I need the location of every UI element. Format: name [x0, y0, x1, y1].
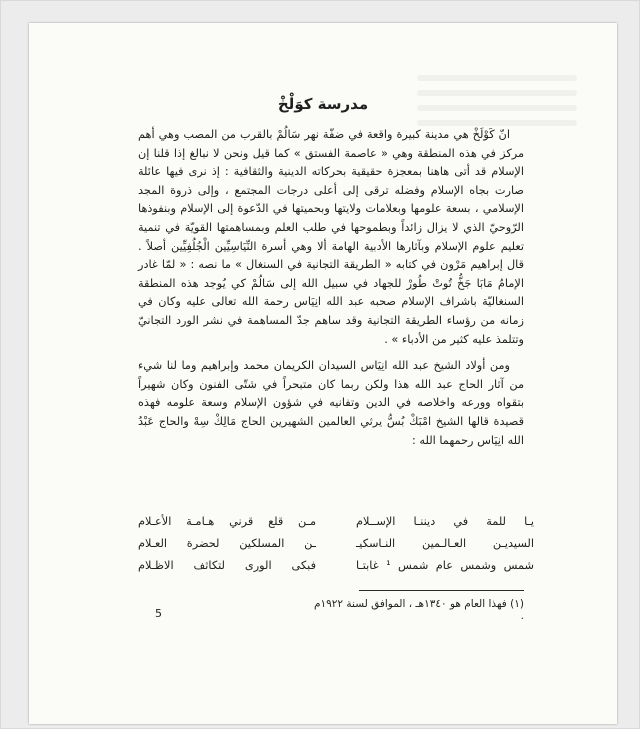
poem-verse-1 — [138, 511, 534, 533]
verse-3-first-hemistich: شمس وشمس عام شمس ¹ غابتـا — [356, 559, 534, 572]
paragraph-1: انّ كَوْلَخْ هي مدينة كبيرة واقعة في ضفّة نهر سَالُمْ بالقرب من المصب وهي أهم مركز في هذه المنطقة وهي « عاصمة الفستق » كما قيل ونحن لا نبالغ إذا قلنا إن الإسلام قد أتى هاهنا بمعجزة حقيقية بحركاته الدينية والثقافية : إذ نرى فيها عائلة صارت بجاه الإسلام وفضله ترقى إلى أعلى درجات المجتمع ، وإلى ذروة المجد الإسلامي ، بسعة علومها وبعلامات ولايتها وبحميتها في الدّعوة إلى الإسلام وبنفوذها الرّوحيّ الذي لا يزال زائداً وبطموحها في طلب العلم وبمساهمتها القويّة في تنمية تعليم علوم الإسلام وبآثارها الأدبية الهامة ألا وهي أسرة النِّيَاسِيِّين الْجُلُفِيِّين أصلاً . قال إبراهيم مَرْون في كتابه « الطريقة التجانية في السنغال » ما نصه : « لمّا غادر الإمامُ مَابَا جَخُّ تُوتْ طُورْ للجهاد في سبيل الله إلى سَالُمْ كي يُوجد هذه المنطقة السنغاليّة باشراف الإسلام صحبه عبد الله انِيَاس رحمة الله تعالى عليه وكان في زمانه من رؤساء الطريقة التجانية وقد ساهم جدّ المساهمة في نشر الورد التجانيّ وتتلمذ عليه كثير من الأدباء » . — [138, 128, 524, 346]
page-title: مدرسة كوَلْخْ — [277, 95, 369, 113]
verse-1-first-hemistich: يـا للمة في ديننـا الإســلام — [356, 515, 534, 528]
body-text — [138, 126, 524, 450]
poem-verse-2 — [138, 533, 534, 555]
verse-1-second-hemistich: مـن قلع قرني هـامـة الأعـلام — [138, 515, 316, 528]
verse-2-second-hemistich: ـن المسلكين لحضرة العـلام — [138, 537, 316, 550]
paragraph-2: ومن أولاد الشيخ عبد الله انِيَاس السيدان الكريمان محمد وإبراهيم وما لنا شيء من آثار الحاج عبد الله هذا ولكن ربما كان متبحراً في شتّى الفنون وكان شهيراً بتقواه وورعه واخلاصه في الدين وتفانيه في شؤون الإسلام وسعة علومه فهذه قصيدة قالها الشيخ امْبَكْ بُسُّ يرثي العالمين الشهيرين الحاج مَالِكْ سِهْ والحاج عَبْدُ الله انِيَاس رحمهما الله : — [138, 359, 524, 447]
document-page — [29, 23, 617, 724]
footnote: (١) فهذا العام هو ١٣٤٠هـ ، الموافق لسنة ١٩٢٢م . — [313, 598, 524, 622]
poem-verse-3 — [138, 555, 534, 577]
footnote-divider — [359, 590, 524, 591]
verse-3-second-hemistich: فبكى الورى لتكاثف الاظـلام — [138, 559, 316, 572]
verse-2-first-hemistich: السيديـن العـالـمين النـاسكيـ — [356, 537, 534, 550]
poem — [138, 511, 534, 577]
page-number: 5 — [155, 607, 162, 620]
